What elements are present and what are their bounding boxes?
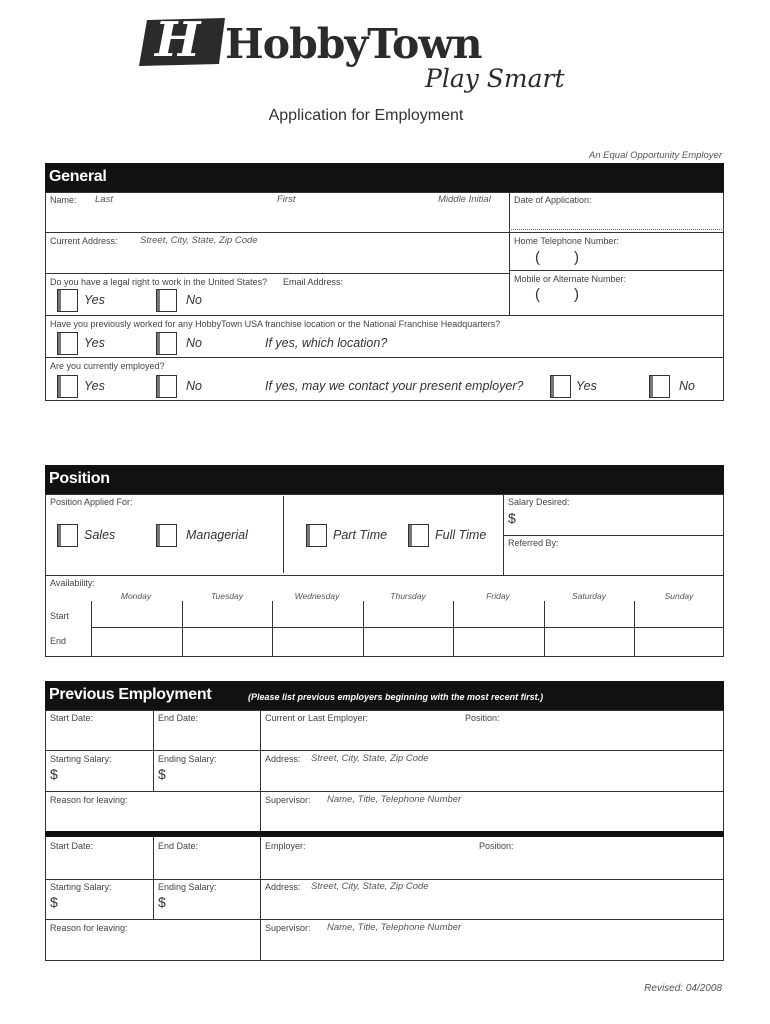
contact-no-label: No — [679, 379, 695, 393]
full-time-label: Full Time — [435, 528, 487, 542]
referred-by-label: Referred By: — [508, 538, 559, 548]
emp1-supervisor-hint: Name, Title, Telephone Number — [327, 794, 462, 805]
section-previous-employment-header — [45, 681, 724, 710]
sales-checkbox[interactable] — [57, 524, 78, 547]
full-time-checkbox[interactable] — [408, 524, 429, 547]
prev-yes-label: Yes — [84, 336, 105, 350]
part-time-checkbox[interactable] — [306, 524, 327, 547]
name-middle-hint: Middle Initial — [438, 194, 491, 205]
contact-yes-label: Yes — [576, 379, 597, 393]
home-phone-input[interactable] — [510, 248, 722, 268]
part-time-label: Part Time — [333, 528, 388, 542]
current-address-label: Current Address: — [50, 236, 118, 246]
mobile-phone-input[interactable] — [510, 285, 722, 313]
section-title: Previous Employment — [49, 686, 212, 703]
email-input[interactable] — [283, 288, 508, 313]
legal-no-checkbox[interactable] — [156, 289, 177, 312]
availability-label: Availability: — [50, 578, 95, 588]
emp1-position-input[interactable] — [462, 724, 722, 749]
day-friday: Friday — [486, 591, 510, 601]
section-general-header — [45, 163, 724, 192]
emp2-end-date-input[interactable] — [154, 852, 259, 878]
home-phone-paren-close: ) — [574, 249, 579, 266]
emp2-supervisor-hint: Name, Title, Telephone Number — [327, 922, 462, 933]
emp1-start-date-input[interactable] — [46, 724, 152, 749]
salary-desired-input[interactable] — [520, 509, 720, 533]
logo-tagline: Play Smart — [425, 64, 565, 93]
emp2-start-date-input[interactable] — [46, 852, 152, 878]
emp1-starting-dollar: $ — [50, 766, 58, 782]
home-phone-label: Home Telephone Number: — [514, 236, 619, 246]
contact-employer-question: If yes, may we contact your present employer? — [265, 379, 524, 393]
emp1-start-date-label: Start Date: — [50, 713, 94, 723]
position-applied-label: Position Applied For: — [50, 497, 133, 507]
emp2-address-hint: Street, City, State, Zip Code — [311, 881, 429, 892]
emp1-reason-label: Reason for leaving: — [50, 795, 128, 805]
legal-yes-checkbox[interactable] — [57, 289, 78, 312]
revised-date: Revised: 04/2008 — [644, 983, 722, 994]
emp2-ending-salary-label: Ending Salary: — [158, 882, 217, 892]
emp1-supervisor-input[interactable] — [261, 806, 722, 830]
prev-no-label: No — [186, 336, 202, 350]
emp1-employer-input[interactable] — [261, 724, 461, 749]
emp2-position-label: Position: — [479, 841, 514, 851]
legal-no-label: No — [186, 293, 202, 307]
referred-by-input[interactable] — [505, 550, 721, 573]
currently-employed-question: Are you currently employed? — [50, 361, 165, 371]
emp2-starting-dollar: $ — [50, 894, 58, 910]
salary-dollar-sign: $ — [508, 510, 516, 526]
emp1-reason-input[interactable] — [46, 806, 259, 830]
emp2-supervisor-input[interactable] — [261, 934, 722, 960]
name-last-hint: Last — [95, 194, 113, 205]
emp1-address-hint: Street, City, State, Zip Code — [311, 753, 429, 764]
mobile-phone-label: Mobile or Alternate Number: — [514, 274, 627, 284]
emp2-start-date-label: Start Date: — [50, 841, 94, 851]
section-note: (Please list previous employers beginning with the most recent first.) — [248, 692, 544, 702]
day-thursday: Thursday — [390, 591, 426, 601]
employed-no-checkbox[interactable] — [156, 375, 177, 398]
day-monday: Monday — [120, 591, 152, 601]
emp2-ending-dollar: $ — [158, 894, 166, 910]
home-phone-paren-open: ( — [535, 249, 540, 266]
emp1-current-employer-label: Current or Last Employer: — [265, 713, 369, 723]
day-saturday: Saturday — [571, 591, 607, 601]
section-position-header — [45, 465, 724, 494]
prev-yes-checkbox[interactable] — [57, 332, 78, 355]
date-of-application-label: Date of Application: — [514, 195, 592, 205]
email-label: Email Address: — [283, 277, 344, 287]
emp2-position-input[interactable] — [476, 852, 722, 878]
employed-yes-label: Yes — [84, 379, 105, 393]
current-address-input[interactable] — [46, 248, 508, 272]
mobile-phone-paren-close: ) — [574, 286, 579, 303]
end-row-label: End — [50, 636, 67, 646]
salary-desired-label: Salary Desired: — [508, 497, 570, 507]
page-title: Application for Employment — [268, 107, 464, 124]
emp2-address-input[interactable] — [261, 893, 722, 918]
emp1-end-date-label: End Date: — [158, 713, 199, 723]
name-input[interactable] — [46, 206, 508, 231]
managerial-checkbox[interactable] — [156, 524, 177, 547]
logo — [133, 14, 593, 100]
legal-yes-label: Yes — [84, 293, 105, 307]
employed-yes-checkbox[interactable] — [57, 375, 78, 398]
emp1-starting-salary-label: Starting Salary: — [50, 754, 112, 764]
prev-no-checkbox[interactable] — [156, 332, 177, 355]
day-sunday: Sunday — [664, 591, 694, 601]
day-tuesday: Tuesday — [211, 591, 243, 601]
name-first-hint: First — [277, 194, 296, 205]
emp2-employer-input[interactable] — [261, 852, 475, 878]
emp2-supervisor-label: Supervisor: — [265, 923, 311, 933]
emp1-ending-dollar: $ — [158, 766, 166, 782]
contact-no-checkbox[interactable] — [649, 375, 670, 398]
emp2-reason-input[interactable] — [46, 934, 259, 960]
name-label: Name: — [50, 195, 77, 205]
emp2-starting-salary-label: Starting Salary: — [50, 882, 112, 892]
availability-grid[interactable] — [92, 602, 723, 656]
emp1-address-label: Address: — [265, 754, 301, 764]
legal-right-question: Do you have a legal right to work in the United States? — [50, 277, 268, 287]
which-location-input[interactable] — [395, 332, 720, 354]
emp2-employer-label: Employer: — [265, 841, 306, 851]
employed-no-label: No — [186, 379, 202, 393]
logo-brand: HobbyTown — [225, 20, 482, 68]
emp1-ending-salary-label: Ending Salary: — [158, 754, 217, 764]
contact-yes-checkbox[interactable] — [550, 375, 571, 398]
which-location-label: If yes, which location? — [265, 336, 388, 350]
start-row-label: Start — [50, 611, 70, 621]
emp1-supervisor-label: Supervisor: — [265, 795, 311, 805]
managerial-label: Managerial — [186, 528, 248, 542]
section-title: Position — [49, 470, 110, 487]
mobile-phone-paren-open: ( — [535, 286, 540, 303]
sales-label: Sales — [84, 528, 116, 542]
current-address-hint: Street, City, State, Zip Code — [140, 235, 258, 246]
emp1-position-label: Position: — [465, 713, 500, 723]
emp2-reason-label: Reason for leaving: — [50, 923, 128, 933]
logo-letter: H — [155, 12, 201, 68]
emp1-address-input[interactable] — [261, 765, 722, 790]
day-wednesday: Wednesday — [294, 591, 340, 601]
emp1-end-date-input[interactable] — [154, 724, 259, 749]
section-title: General — [49, 168, 107, 185]
date-of-application-input[interactable] — [510, 206, 722, 228]
previous-franchise-question: Have you previously worked for any HobbyTown USA franchise location or the National Franchise Headquarters? — [50, 319, 501, 329]
eeo-statement: An Equal Opportunity Employer — [588, 150, 722, 161]
emp2-address-label: Address: — [265, 882, 301, 892]
emp2-end-date-label: End Date: — [158, 841, 199, 851]
